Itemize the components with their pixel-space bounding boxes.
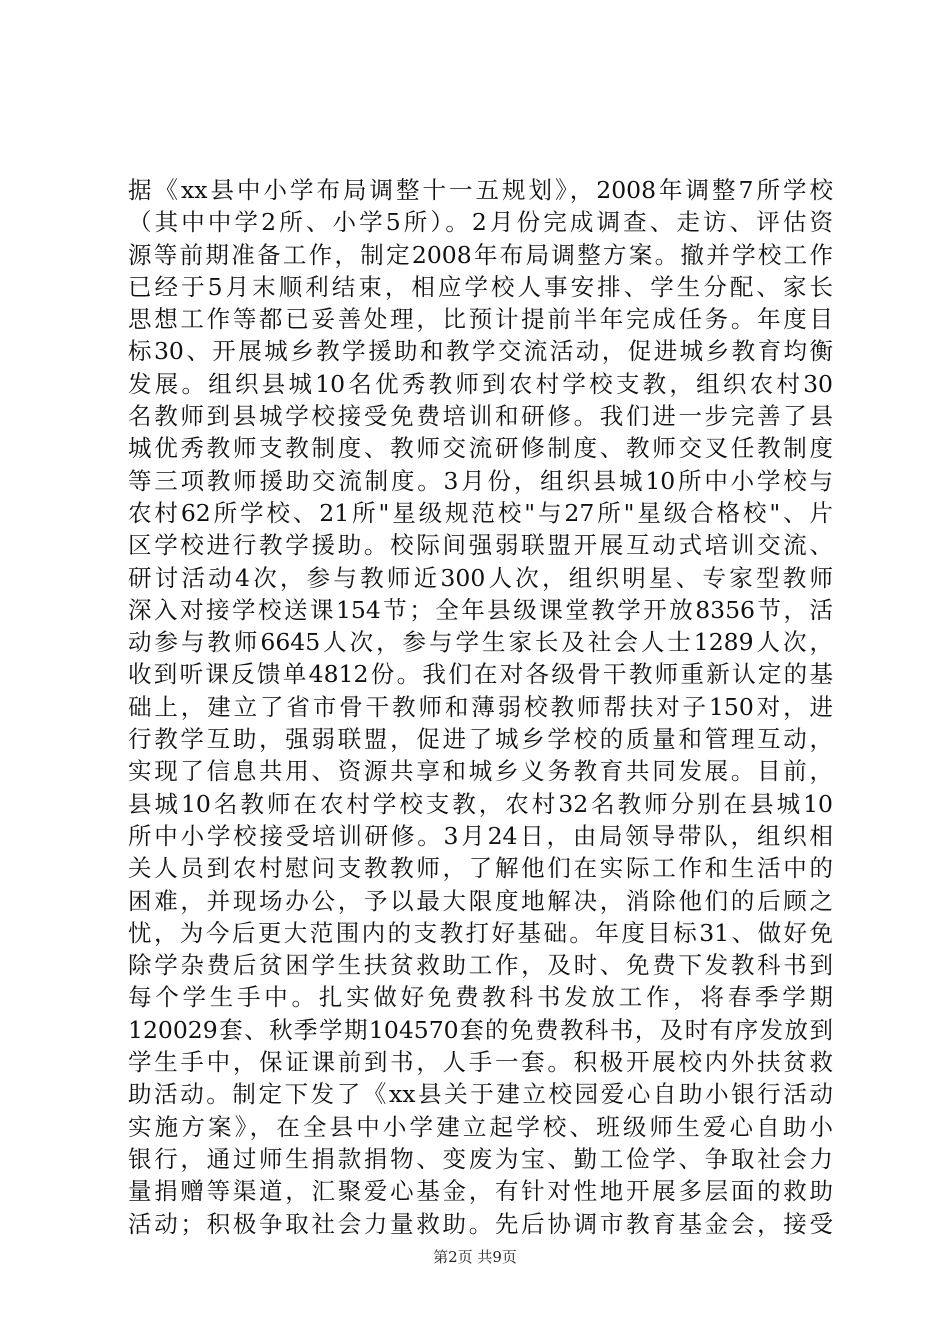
text-line: 困难，并现场办公，予以最大限度地解决，消除他们的后顾之 bbox=[128, 886, 833, 915]
text-line: 据《xx县中小学布局调整十一五规划》，2008年调整7所学校 bbox=[128, 176, 833, 204]
text-line: 活动；积极争取社会力量救助。先后协调市教育基金会，接受 bbox=[128, 1209, 833, 1238]
page-footer: 第2页 共9页 bbox=[433, 1248, 517, 1266]
text-line: 实施方案》，在全县中小学建立起学校、班级师生爱心自助小 bbox=[128, 1112, 833, 1141]
text-line: 思想工作等都已妥善处理，比预计提前半年完成任务。年度目 bbox=[128, 305, 833, 334]
text-line: （其中中学2所、小学5所）。2月份完成调查、走访、评估资 bbox=[128, 208, 833, 237]
document-body bbox=[128, 174, 833, 1240]
text-line: 每个学生手中。扎实做好免费教科书发放工作，将春季学期 bbox=[128, 983, 833, 1012]
text-line: 银行，通过师生捐款捐物、变废为宝、勤工俭学、争取社会力 bbox=[128, 1144, 833, 1173]
text-line: 础上，建立了省市骨干教师和薄弱校教师帮扶对子150对，进 bbox=[128, 692, 833, 721]
text-line: 标30、开展城乡教学援助和教学交流活动，促进城乡教育均衡 bbox=[128, 337, 833, 366]
text-line: 名教师到县城学校接受免费培训和研修。我们进一步完善了县 bbox=[128, 402, 833, 431]
text-line: 发展。组织县城10名优秀教师到农村学校支教，组织农村30 bbox=[128, 369, 833, 398]
text-line: 助活动。制定下发了《xx县关于建立校园爱心自助小银行活动 bbox=[128, 1080, 833, 1109]
text-line: 城优秀教师支教制度、教师交流研修制度、教师交叉任教制度 bbox=[128, 434, 833, 463]
text-line: 忧，为今后更大范围内的支教打好基础。年度目标31、做好免 bbox=[128, 918, 833, 947]
text-line: 学生手中，保证课前到书，人手一套。积极开展校内外扶贫救 bbox=[128, 1048, 833, 1077]
text-line: 120029套、秋季学期104570套的免费教科书，及时有序发放到 bbox=[128, 1015, 833, 1044]
text-line: 收到听课反馈单4812份。我们在对各级骨干教师重新认定的基 bbox=[128, 660, 833, 689]
text-line: 关人员到农村慰问支教教师，了解他们在实际工作和生活中的 bbox=[128, 854, 833, 883]
text-line: 源等前期准备工作，制定2008年布局调整方案。撤并学校工作 bbox=[128, 240, 833, 269]
text-line: 实现了信息共用、资源共享和城乡义务教育共同发展。目前， bbox=[128, 757, 833, 786]
text-line: 行教学互助，强弱联盟，促进了城乡学校的质量和管理互动， bbox=[128, 725, 833, 754]
text-line: 动参与教师6645人次，参与学生家长及社会人士1289人次， bbox=[128, 628, 833, 657]
text-line: 除学杂费后贫困学生扶贫救助工作，及时、免费下发教科书到 bbox=[128, 951, 833, 980]
text-line: 深入对接学校送课154节；全年县级课堂教学开放8356节，活 bbox=[128, 595, 833, 624]
text-line: 量捐赠等渠道，汇聚爱心基金，有针对性地开展多层面的救助 bbox=[128, 1177, 833, 1206]
text-line: 区学校进行教学援助。校际间强弱联盟开展互动式培训交流、 bbox=[128, 531, 833, 560]
text-line: 所中小学校接受培训研修。3月24日，由局领导带队，组织相 bbox=[128, 821, 833, 850]
text-line: 县城10名教师在农村学校支教，农村32名教师分别在县城10 bbox=[128, 789, 833, 818]
text-line: 已经于5月末顺利结束，相应学校人事安排、学生分配、家长 bbox=[128, 272, 833, 301]
text-line: 等三项教师援助交流制度。3月份，组织县城10所中小学校与 bbox=[128, 466, 833, 495]
text-line: 农村62所学校、21所"星级规范校"与27所"星级合格校"、片 bbox=[128, 498, 833, 527]
text-line: 研讨活动4次，参与教师近300人次，组织明星、专家型教师 bbox=[128, 563, 833, 592]
